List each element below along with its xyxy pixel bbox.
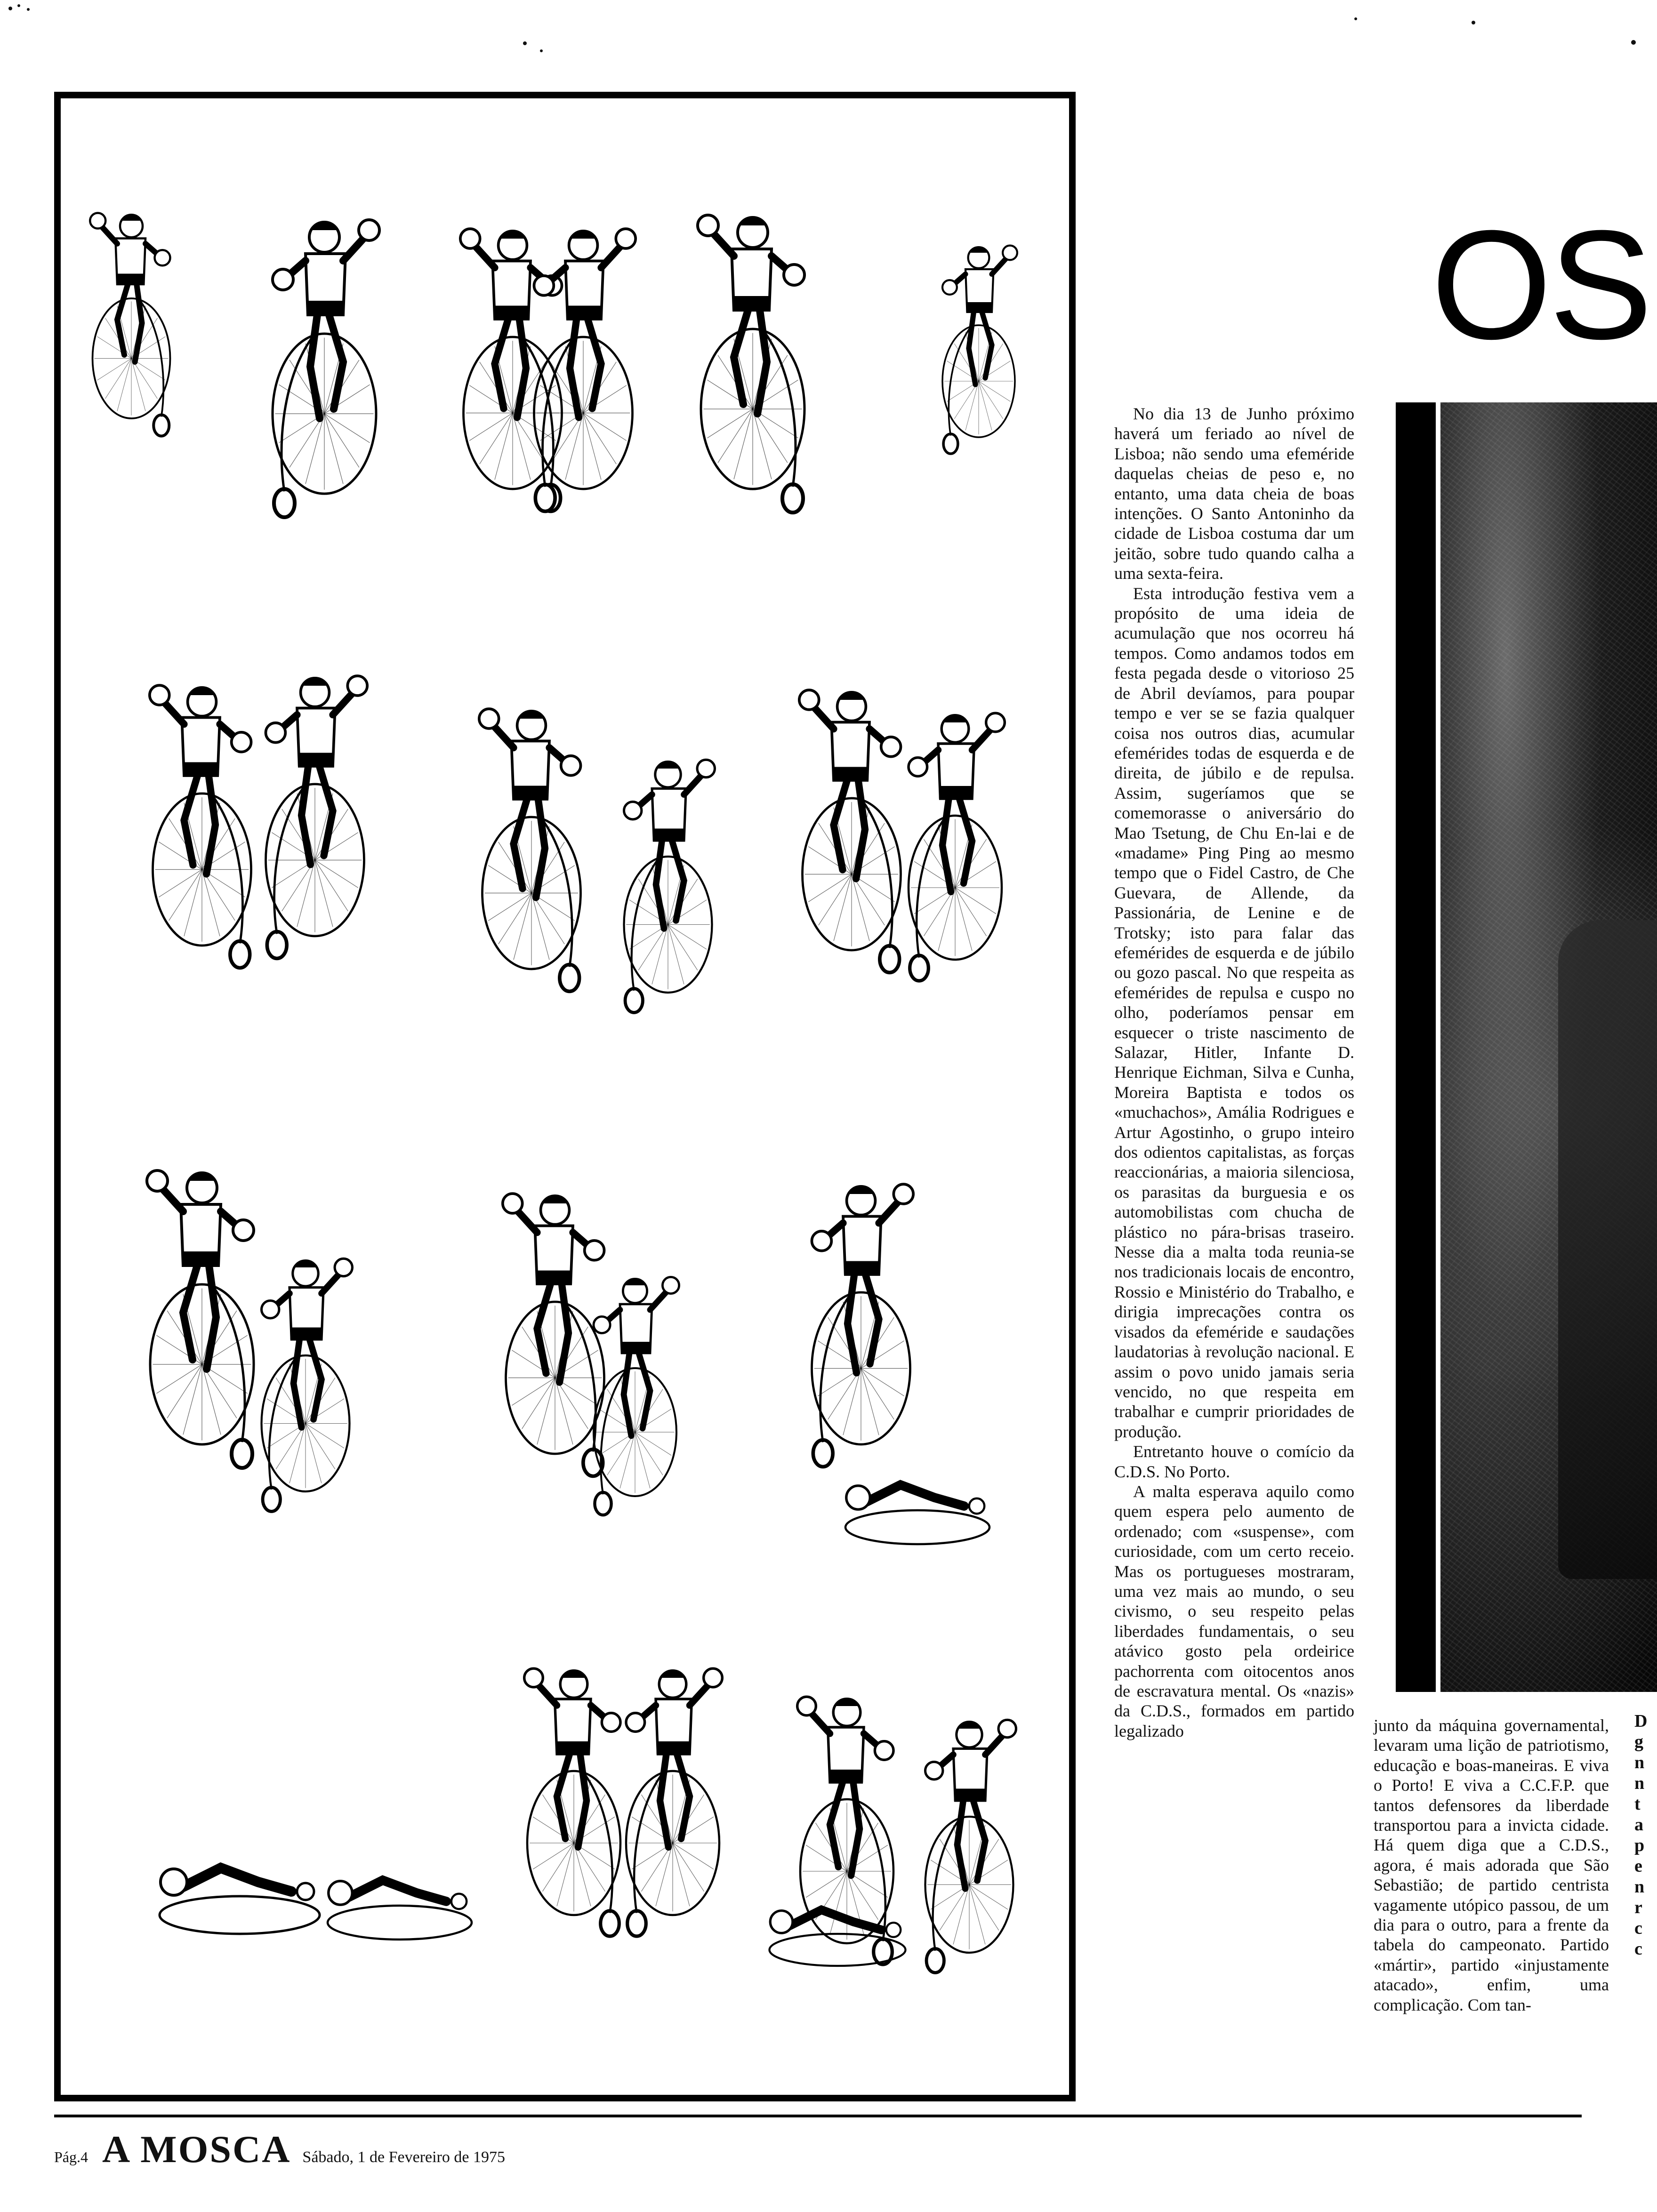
article-paragraph: junto da máquina governamental, levaram uma lição de patriotismo, educação e boas-maneiras. E viva o Porto! E viva a C.C.F.P. que tantos defensores da liberdade transportou para a invicta cidade. Há quem diga que a C.D.S., agora, é mais adorada que São Sebastião; de partido centrista vagamente utópico passou, de um dia para o outro, para a frente da tabela do campeonato. Partido «mártir», partido «injustamente atacado», enfim, uma complicação. Com tan- (1374, 1716, 1609, 2014)
small-wheel (595, 1492, 611, 1515)
cyclist-boxing-illustration (61, 98, 1069, 2095)
boxing-glove (460, 229, 480, 248)
boxing-glove (704, 1668, 723, 1687)
cyclist-figure (624, 760, 715, 1012)
edge-letter: n (1634, 1773, 1645, 1793)
rider-legs (848, 1274, 879, 1373)
photo-dark (1440, 402, 1657, 1692)
rider-belt (966, 302, 992, 312)
rider-belt (939, 786, 973, 799)
rider-legs (834, 780, 865, 879)
footer-rule (54, 2115, 1582, 2117)
cyclist-figure (150, 685, 251, 968)
rider-belt (844, 1261, 880, 1275)
cyclist-figure (534, 229, 636, 511)
fallen-cyclist (160, 1868, 320, 1934)
small-wheel (625, 989, 643, 1013)
cyclist-figure (812, 1184, 914, 1467)
issue-date: Sábado, 1 de Fevereiro de 1975 (302, 2148, 505, 2166)
boxing-glove (784, 264, 804, 285)
boxing-glove (626, 1713, 645, 1732)
rider-belt (733, 296, 771, 310)
page-number: Pág.4 (54, 2148, 88, 2165)
small-wheel (153, 415, 169, 436)
boxing-glove (969, 1499, 984, 1514)
fallen-head (329, 1881, 352, 1905)
rider-belt (183, 762, 219, 776)
rider-legs (514, 799, 545, 898)
rider-belt (117, 274, 145, 285)
boxing-glove (585, 1241, 604, 1260)
boxing-glove (881, 737, 901, 757)
fallen-body (349, 1880, 446, 1901)
rider-belt (657, 1741, 691, 1754)
boxing-glove (799, 690, 819, 710)
fallen-cyclist (328, 1880, 472, 1940)
rider-belt (182, 1251, 220, 1266)
small-wheel (601, 1911, 619, 1936)
boxing-glove (893, 1184, 913, 1204)
rider-legs (557, 1754, 587, 1847)
rider-belt (833, 767, 869, 781)
boxing-glove (986, 713, 1005, 732)
small-wheel (230, 941, 250, 968)
boxing-glove (232, 732, 251, 752)
boxing-glove (594, 1316, 610, 1333)
rider-belt (653, 829, 685, 841)
boxing-glove (451, 1894, 467, 1909)
print-specks (0, 0, 1657, 56)
edge-letter: n (1634, 1877, 1645, 1897)
article-paragraph: No dia 13 de Junho próximo haverá um feriado ao nível de Lisboa; não sendo uma efeméride daquelas cheias de peso e, no entanto, uma data cheia de boas intenções. O Santo Antoninho da cidade de Lisboa costuma dar um jeitão, sobre tudo quando calha a uma sexta-feira. (1114, 404, 1354, 583)
small-wheel (560, 965, 579, 992)
cyclist-figure (266, 676, 368, 958)
rider-belt (536, 1271, 572, 1284)
fallen-body (867, 1485, 964, 1506)
fallen-head (770, 1911, 793, 1933)
rider-legs (184, 776, 216, 874)
rider-legs (570, 319, 602, 417)
illustration-content (90, 213, 1017, 1973)
fallen-body (183, 1868, 291, 1891)
edge-letter: D (1634, 1711, 1648, 1731)
rider-belt (829, 1770, 863, 1782)
edge-letter: r (1634, 1898, 1642, 1917)
rider-legs (537, 1284, 569, 1382)
article-column-1 (1114, 404, 1354, 1741)
boxing-glove (602, 1713, 620, 1732)
boxing-glove (812, 1231, 832, 1251)
rider-belt (566, 306, 602, 320)
rider-legs (117, 284, 142, 362)
masthead: A MOSCA (102, 2128, 291, 2171)
cyclist-figure (460, 229, 562, 511)
fallen-wheel (328, 1906, 472, 1940)
rider-belt (494, 306, 530, 320)
boxing-glove (909, 758, 927, 777)
small-wheel (880, 946, 900, 973)
boxing-glove (662, 1277, 679, 1293)
small-wheel (813, 1440, 833, 1467)
small-wheel (627, 1911, 646, 1936)
rider-belt (621, 1342, 651, 1353)
article-paragraph: A malta esperava aquilo como quem espera pelo aumento de ordenado; com «suspense», com curiosidade, com um certo receio. Mas os portugueses mostraram, uma vez mais ao mundo, o seu civismo, o seu respeito pelas liberdades fundamentais, o seu atávico gosto pela ordeirice pachorrenta com oitocentos anos de escravatura mental. Os «nazis» da C.D.S., formados em partido legalizado (1114, 1482, 1354, 1740)
boxing-glove (155, 250, 170, 265)
boxing-glove (1003, 246, 1017, 260)
fallen-cyclist (845, 1485, 989, 1544)
fallen-wheel (160, 1896, 320, 1934)
boxing-glove (624, 802, 642, 819)
page-footer (54, 2127, 505, 2170)
photo-figure (1558, 920, 1657, 1579)
cyclist-figure (273, 220, 379, 517)
boxing-glove (273, 269, 293, 290)
edge-letter: a (1634, 1815, 1643, 1835)
rider-legs (310, 315, 343, 418)
rider-belt (513, 786, 548, 800)
boxing-glove (503, 1194, 523, 1213)
boxing-glove (524, 1668, 543, 1687)
cyclist-figure (698, 215, 804, 513)
edge-letter: t (1634, 1794, 1641, 1814)
cyclist-figure (90, 213, 170, 436)
rider-legs (957, 1801, 986, 1889)
small-wheel (267, 932, 287, 959)
boxing-glove (797, 1697, 816, 1715)
boxing-glove (150, 685, 169, 705)
article-column-2 (1374, 1715, 1609, 2015)
boxing-glove (875, 1741, 893, 1760)
boxing-glove (479, 709, 499, 729)
edge-letter: c (1634, 1918, 1642, 1938)
rider-belt (290, 1328, 322, 1340)
boxing-glove (233, 1220, 254, 1241)
cyclist-figure (626, 1668, 722, 1936)
small-wheel (943, 434, 958, 454)
article-paragraph: Entretanto houve o comício da C.D.S. No Porto. (1114, 1442, 1354, 1481)
boxing-glove (998, 1720, 1016, 1737)
cyclist-figure (797, 1697, 893, 1964)
headline: OS (1431, 198, 1650, 371)
rider-legs (495, 319, 526, 417)
rider-legs (942, 799, 972, 892)
boxing-glove (942, 280, 957, 295)
rider-belt (298, 753, 334, 767)
boxing-glove (262, 1301, 279, 1318)
small-wheel (232, 1440, 252, 1468)
boxing-glove (534, 276, 554, 296)
boxing-glove (359, 220, 379, 240)
edge-letter: p (1634, 1835, 1645, 1855)
boxing-glove (925, 1762, 943, 1779)
boxing-glove (886, 1923, 901, 1937)
cyclist-figure (524, 1668, 620, 1936)
rider-belt (306, 301, 344, 315)
edge-letter: e (1634, 1856, 1642, 1876)
cyclist-figure (925, 1720, 1016, 1972)
small-wheel (910, 955, 929, 981)
cut-off-column (1634, 1711, 1657, 1959)
cyclist-figure (147, 1170, 254, 1468)
boxing-glove (90, 213, 105, 229)
small-wheel (782, 484, 803, 513)
rider-legs (830, 1782, 860, 1875)
cyclist-figure (262, 1258, 353, 1511)
cyclist-figure (909, 713, 1005, 981)
boxing-glove (147, 1170, 168, 1191)
boxing-glove (697, 760, 715, 777)
rider-legs (294, 1339, 322, 1427)
cyclist-figure (942, 246, 1017, 454)
fallen-head (846, 1486, 870, 1509)
rider-legs (302, 766, 333, 865)
rider-legs (183, 1266, 216, 1369)
small-wheel (535, 485, 555, 512)
rider-legs (660, 1754, 690, 1847)
rider-belt (954, 1789, 986, 1801)
boxing-glove (698, 215, 718, 236)
small-wheel (926, 1949, 944, 1973)
small-wheel (263, 1488, 280, 1512)
cyclist-figure (799, 690, 901, 972)
rider-legs (969, 312, 992, 385)
fallen-body (789, 1910, 882, 1930)
cyclist-figure (503, 1194, 604, 1476)
boxing-glove (297, 1883, 314, 1900)
cyclist-figure (479, 709, 581, 991)
boxing-glove (561, 756, 581, 776)
rider-legs (734, 310, 767, 414)
fallen-wheel (845, 1510, 989, 1544)
edge-letter: c (1634, 1939, 1642, 1959)
cyclist-figure (594, 1277, 679, 1515)
boxing-glove (347, 676, 367, 696)
rider-belt (556, 1741, 590, 1754)
rider-legs (656, 841, 684, 929)
article-paragraph: Esta introdução festiva vem a propósito de uma ideia de acumulação que nos ocorreu há tempos. Como andamos todos em festa pegada desde o vitorioso 25 de Abril devíamos, para poupar tempo e ver se se fazia qualquer coisa nos outros dias, acumular efemérides todas de esquerda e de direita, de júbilo e de repulsa. Assim, sugeríamos que se comemorasse o aniversário do Mao Tsetung, de Chu En-lai e de «madame» Ping Ping ao mesmo tempo que o Fidel Castro, de Che Guevara, de Allende, da Passionária, de Lenine e de Trotsky; isto para falar das efemérides de esquerda e de júbilo ou gozo pascal. No que respeita as efemérides de repulsa e cuspo no olho, poderíamos pensar em esquecer o triste nascimento de Salazar, Hitler, Infante D. Henrique Eichman, Silva e Cunha, Moreira Baptista e todos os «muchachos», Amália Rodrigues e Artur Agostinho, o grupo inteiro dos odientos capitalistas, as forças reaccionárias, a maioria silenciosa, os parasitas da burguesia e os automobilistas com chucha de plástico no pára-brisas traseiro. Nesse dia a malta toda reunia-se nos tradicionais locais de encontro, Rossio e Ministério do Trabalho, e dirigia imprecações contra os visados da efeméride e saudações laudatorias à revolução nacional. E assim o povo unido jamais seria vencido, no que respeita em trabalhar e cumprir prioridades de produção. (1114, 584, 1354, 1441)
rider-legs (624, 1353, 650, 1436)
black-bar (1396, 402, 1436, 1692)
boxing-glove (335, 1258, 352, 1276)
edge-letter: n (1634, 1753, 1645, 1772)
fallen-head (161, 1869, 187, 1895)
boxing-glove (616, 229, 635, 248)
edge-letter: g (1634, 1732, 1643, 1752)
small-wheel (274, 489, 295, 517)
illustration-frame (54, 92, 1076, 2101)
boxing-glove (266, 723, 286, 743)
